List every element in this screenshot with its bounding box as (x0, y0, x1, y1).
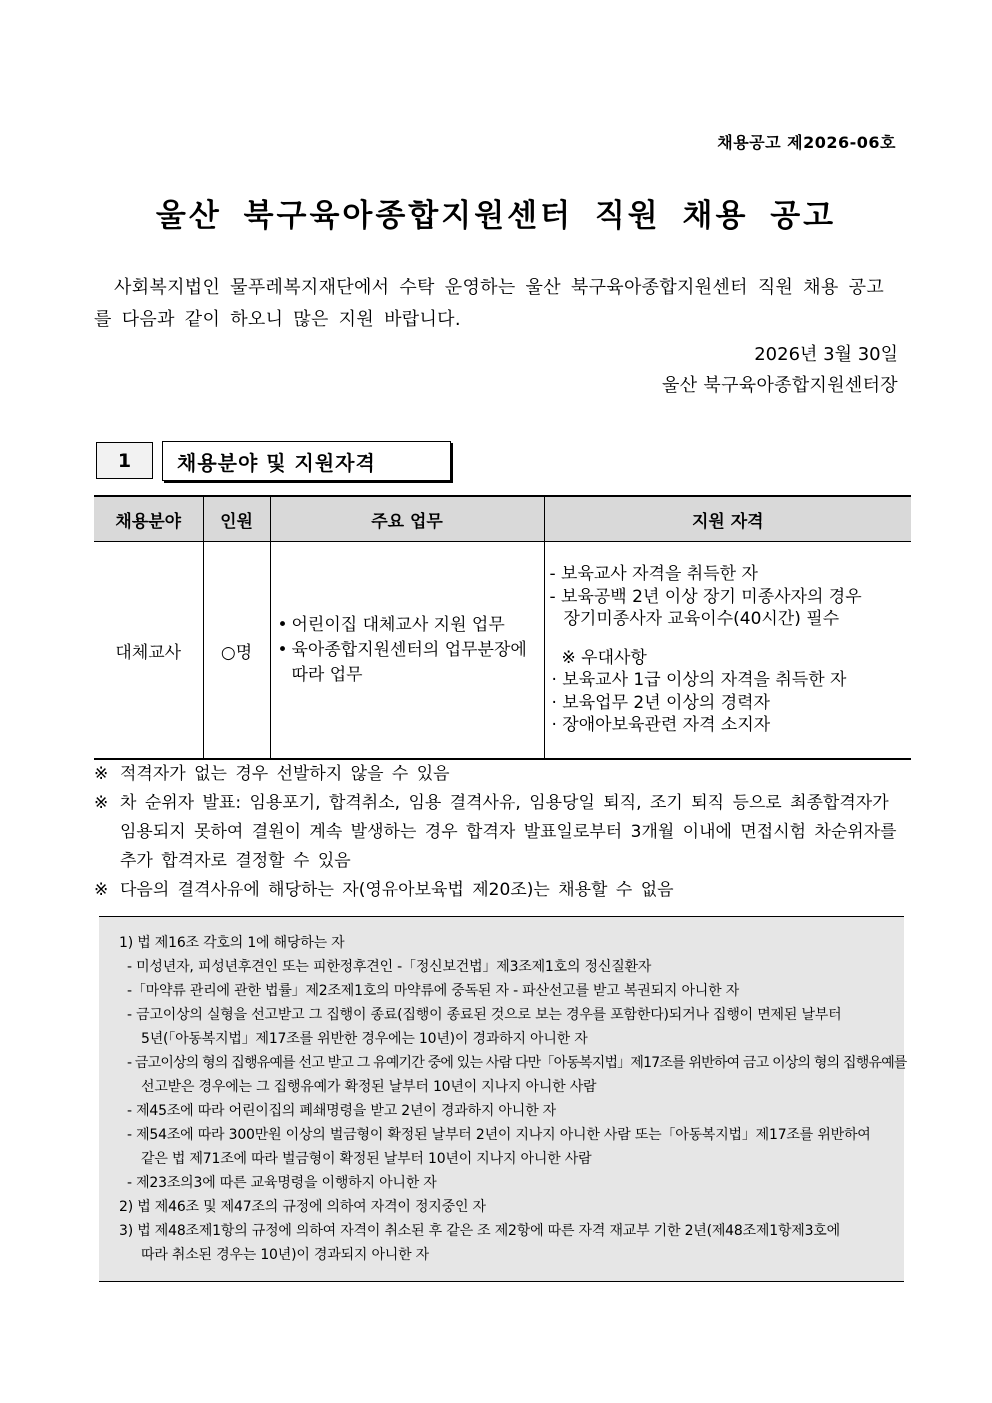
preference-item: · 장애아보육관련 자격 소지자 (551, 715, 771, 736)
note-text: 다음의 결격사유에 해당하는 자(영유아보육법 제20조)는 채용할 수 없음 (120, 880, 674, 900)
disqualification-line: - 금고이상의 실형을 선고받고 그 집행이 종료(집행이 종료된 것으로 보는 경우를 포함한다)되거나 집행이 면제된 날부터 (127, 1007, 842, 1023)
qualification-item: 장기미종사자 교육이수(40시간) 필수 (563, 609, 840, 630)
disqualification-line: -「마약류 관리에 관한 법률」제2조제1호의 마약류에 중독된 자 - 파산선고를 받고 복권되지 아니한 자 (127, 983, 740, 999)
disqualification-line: - 제45조에 따라 어린이집의 폐쇄명령을 받고 2년이 경과하지 아니한 자 (127, 1103, 556, 1119)
disqualification-line: - 미성년자, 피성년후견인 또는 피한정후견인 -「정신보건법」제3조제1호의 정신질환자 (127, 959, 652, 975)
intro-text: 사회복지법인 물푸레복지재단에서 수탁 운영하는 울산 북구육아종합지원센터 직원 채용 공고를 다음과 같이 하오니 많은 지원 바랍니다. (94, 277, 885, 330)
disqualification-line: 같은 법 제71조에 따라 벌금형이 확정된 날부터 10년이 지나지 아니한 사람 (141, 1151, 592, 1167)
page-title: 울산 북구육아종합지원센터 직원 채용 공고 (155, 198, 837, 234)
recruitment-table (94, 495, 911, 760)
note-item (94, 789, 909, 876)
header-count: 인원 (203, 496, 270, 542)
qualification-item: - 보육교사 자격을 취득한 자 (549, 564, 758, 585)
preference-item: · 보육교사 1급 이상의 자격을 취득한 자 (551, 670, 847, 691)
section-title: 채용분야 및 지원자격 (162, 441, 451, 481)
table-header-row (94, 496, 911, 542)
announcement-date: 2026년 3월 30일 (754, 344, 898, 365)
intro-paragraph (94, 272, 899, 336)
disqualification-line: 5년(「아동복지법」제17조를 위반한 경우에는 10년)이 경과하지 아니한 자 (141, 1031, 588, 1047)
reference-mark: ※ (94, 764, 109, 784)
note-item (94, 876, 909, 905)
disqualification-line: 선고받은 경우에는 그 집행유예가 확정된 날부터 10년이 지나지 아니한 사람 (141, 1079, 597, 1095)
disqualification-line: - 금고이상의 형의 집행유예를 선고 받고 그 유예기간 중에 있는 사람 다만「아동복지법」제17조를 위반하여 금고 이상의 형의 집행유예를 (127, 1055, 907, 1071)
cell-count: ○명 (203, 542, 270, 760)
header-duties: 주요 업무 (270, 496, 544, 542)
header-field: 채용분야 (94, 496, 203, 542)
disqualification-line: 2) 법 제46조 및 제47조의 규정에 의하여 자격이 정지중인 자 (119, 1199, 486, 1215)
note-text: 차 순위자 발표: 임용포기, 합격취소, 임용 결격사유, 임용당일 퇴직, 조기 퇴직 등으로 최종합격자가 임용되지 못하여 결원이 계속 발생하는 경우 합격자 발표일로부터 3개월 이내에 면접시험 차순위자를 추가 합격자로 결정할 수 있음 (120, 793, 897, 871)
qualification-item: - 보육공백 2년 이상 장기 미종사자의 경우 (549, 586, 862, 607)
note-item (94, 760, 909, 789)
preference-item: · 보육업무 2년 이상의 경력자 (551, 692, 770, 713)
table-row (94, 542, 911, 760)
disqualification-line: 3) 법 제48조제1항의 규정에 의하여 자격이 취소된 후 같은 조 제2항에 따른 자격 재교부 기한 2년(제48조제1항제3호에 (119, 1223, 840, 1239)
notes (94, 760, 909, 905)
disqualification-line: - 제54조에 따라 300만원 이상의 벌금형이 확정된 날부터 2년이 지나지 아니한 사람 또는「아동복지법」제17조를 위반하여 (127, 1127, 871, 1143)
preference-title: ※ 우대사항 (561, 647, 647, 668)
duties-list (272, 613, 543, 688)
disqualification-line: 1) 법 제16조 각호의 1에 해당하는 자 (119, 935, 345, 951)
reference-mark: ※ (94, 880, 109, 900)
cell-duties (270, 542, 544, 760)
section-number: 1 (96, 442, 153, 479)
disqualification-box (99, 916, 907, 1282)
cell-field: 대체교사 (94, 542, 203, 760)
issuer: 울산 북구육아종합지원센터장 (662, 375, 898, 396)
disqualification-line: 따라 취소된 경우는 10년)이 경과되지 아니한 자 (141, 1247, 430, 1263)
list-item: • 육아종합지원센터의 업무분장에 따라 업무 (278, 638, 539, 688)
header-qualifications: 지원 자격 (544, 496, 911, 542)
disqualification-line: - 제23조의3에 따른 교육명령을 이행하지 아니한 자 (127, 1175, 437, 1191)
reference-mark: ※ (94, 793, 109, 813)
cell-qualifications (544, 542, 911, 760)
note-text: 적격자가 없는 경우 선발하지 않을 수 있음 (120, 764, 450, 784)
list-item: • 어린이집 대체교사 지원 업무 (278, 613, 539, 638)
notice-number: 채용공고 제2026-06호 (717, 133, 896, 152)
